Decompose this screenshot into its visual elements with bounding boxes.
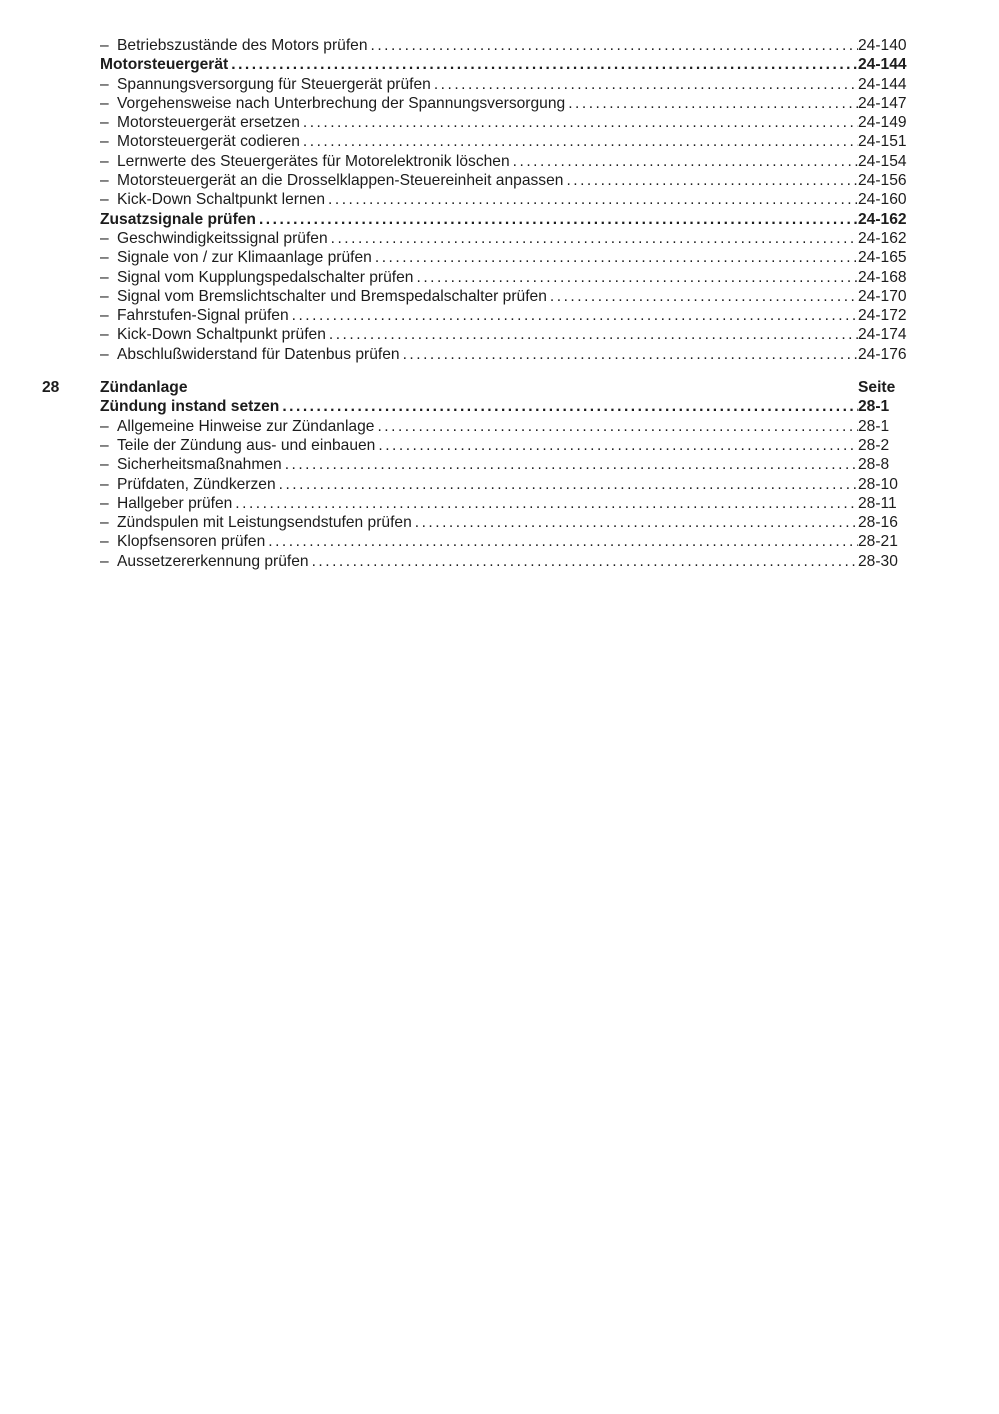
- entry-page: 28-11: [858, 494, 897, 512]
- entry-page: 28-30: [858, 552, 898, 570]
- toc-entry: [100, 132, 930, 151]
- leader-dots: [434, 75, 858, 94]
- entry-label: Motorsteuergerät ersetzen: [117, 114, 300, 132]
- entry-page: 24-140: [858, 37, 907, 54]
- entry-label: Motorsteuergerät an die Drosselklappen-Steuereinheit anpassen: [117, 172, 564, 190]
- leader-dots: [415, 513, 858, 532]
- entry-dash: –: [100, 456, 114, 474]
- entry-page: 24-151: [858, 133, 907, 151]
- leader-dots: [303, 113, 858, 132]
- entry-dash: –: [100, 114, 114, 132]
- toc-section: [42, 378, 930, 571]
- toc-entry: [100, 171, 930, 190]
- entry-label: Motorsteuergerät: [100, 56, 229, 74]
- entry-dash: –: [100, 37, 114, 54]
- entry-page: 24-156: [858, 172, 907, 190]
- entry-label: Motorsteuergerät codieren: [117, 133, 300, 151]
- entry-label: Abschlußwiderstand für Datenbus prüfen: [117, 345, 400, 363]
- toc-entry: [100, 397, 930, 416]
- entry-label: Hallgeber prüfen: [117, 494, 233, 512]
- toc-entry: [100, 229, 930, 248]
- entry-page: 28-10: [858, 475, 898, 493]
- entry-label: Lernwerte des Steuergerätes für Motorelektronik löschen: [117, 152, 510, 170]
- leader-dots: [235, 494, 858, 513]
- toc-entry: [100, 494, 930, 513]
- leader-dots: [259, 210, 858, 229]
- entry-dash: –: [100, 475, 114, 493]
- leader-dots: [568, 94, 858, 113]
- toc-entry: [100, 475, 930, 494]
- entry-label: Signal vom Bremslichtschalter und Bremspedalschalter prüfen: [117, 287, 547, 305]
- leader-dots: [375, 248, 858, 267]
- entry-dash: –: [100, 152, 114, 170]
- entry-page: 24-170: [858, 287, 907, 305]
- entry-label: Zündung instand setzen: [100, 398, 280, 416]
- entry-dash: –: [100, 287, 114, 305]
- entry-page: 28-1: [858, 417, 890, 435]
- leader-dots: [403, 345, 858, 364]
- leader-dots: [328, 190, 858, 209]
- chapter-number: 28: [42, 379, 60, 397]
- entry-list: [100, 36, 930, 364]
- entry-list: [100, 397, 930, 571]
- toc-entry: [100, 75, 930, 94]
- entry-label: Allgemeine Hinweise zur Zündanlage: [117, 417, 375, 435]
- section-header: [42, 378, 930, 397]
- page-column-header: Seite: [858, 379, 896, 397]
- entry-dash: –: [100, 94, 114, 112]
- toc-entry: [100, 268, 930, 287]
- toc-entry: [100, 436, 930, 455]
- toc-entry: [100, 190, 930, 209]
- entry-dash: –: [100, 307, 114, 325]
- entry-label: Zündspulen mit Leistungsendstufen prüfen: [117, 514, 412, 532]
- entry-page: 24-149: [858, 114, 907, 132]
- toc-entry: [100, 513, 930, 532]
- leader-dots: [312, 552, 858, 571]
- entry-page: 24-176: [858, 345, 907, 363]
- entry-page: 24-162: [858, 229, 907, 247]
- entry-page: 24-160: [858, 191, 907, 209]
- entry-page: 24-144: [858, 75, 907, 93]
- entry-label: Vorgehensweise nach Unterbrechung der Spannungsversorgung: [117, 94, 566, 112]
- entry-page: 28-1: [858, 398, 890, 416]
- toc-entry: [100, 94, 930, 113]
- leader-dots: [268, 532, 858, 551]
- leader-dots: [416, 268, 858, 287]
- toc-entry: [100, 55, 930, 74]
- leader-dots: [292, 306, 858, 325]
- leader-dots: [550, 287, 858, 306]
- leader-dots: [303, 132, 858, 151]
- entry-page: 24-144: [858, 56, 907, 74]
- chapter-title: Zündanlage: [100, 379, 188, 397]
- entry-label: Aussetzererkennung prüfen: [117, 552, 309, 570]
- toc-entry: [100, 36, 930, 55]
- entry-dash: –: [100, 494, 114, 512]
- entry-page: 24-174: [858, 326, 907, 344]
- leader-dots: [513, 152, 858, 171]
- entry-dash: –: [100, 417, 114, 435]
- leader-dots: [329, 325, 858, 344]
- entry-dash: –: [100, 172, 114, 190]
- toc-entry: [100, 152, 930, 171]
- toc-entry: [100, 325, 930, 344]
- entry-page: 28-8: [858, 456, 890, 474]
- toc-entry: [100, 552, 930, 571]
- toc-entry: [100, 417, 930, 436]
- entry-label: Sicherheitsmaßnahmen: [117, 456, 282, 474]
- entry-page: 28-16: [858, 514, 898, 532]
- leader-dots: [331, 229, 858, 248]
- entry-dash: –: [100, 249, 114, 267]
- entry-label: Klopfsensoren prüfen: [117, 533, 266, 551]
- toc-entry: [100, 532, 930, 551]
- leader-dots: [285, 455, 858, 474]
- toc-entry: [100, 345, 930, 364]
- entry-dash: –: [100, 326, 114, 344]
- toc-entry: [100, 248, 930, 267]
- leader-dots: [282, 397, 858, 416]
- toc-entry: [100, 306, 930, 325]
- entry-dash: –: [100, 191, 114, 209]
- entry-label: Geschwindigkeitssignal prüfen: [117, 229, 328, 247]
- entry-label: Teile der Zündung aus- und einbauen: [117, 436, 376, 454]
- entry-label: Kick-Down Schaltpunkt prüfen: [117, 326, 326, 344]
- entry-page: 24-162: [858, 210, 907, 228]
- entry-dash: –: [100, 345, 114, 363]
- entry-page: 28-2: [858, 436, 890, 454]
- toc-entry: [100, 113, 930, 132]
- entry-label: Zusatzsignale prüfen: [100, 210, 256, 228]
- leader-dots: [279, 475, 858, 494]
- entry-dash: –: [100, 229, 114, 247]
- entry-dash: –: [100, 514, 114, 532]
- entry-label: Fahrstufen-Signal prüfen: [117, 307, 289, 325]
- entry-dash: –: [100, 552, 114, 570]
- entry-label: Signal vom Kupplungspedalschalter prüfen: [117, 268, 414, 286]
- entry-label: Kick-Down Schaltpunkt lernen: [117, 191, 326, 209]
- leader-dots: [378, 436, 858, 455]
- leader-dots: [371, 36, 858, 55]
- entry-label: Spannungsversorgung für Steuergerät prüfen: [117, 75, 431, 93]
- leader-dots: [377, 417, 858, 436]
- entry-page: 28-21: [858, 533, 898, 551]
- entry-dash: –: [100, 133, 114, 151]
- entry-page: 24-172: [858, 307, 907, 325]
- toc-entry: [100, 210, 930, 229]
- toc-entry: [100, 287, 930, 306]
- entry-dash: –: [100, 436, 114, 454]
- entry-page: 24-154: [858, 152, 907, 170]
- entry-dash: –: [100, 533, 114, 551]
- entry-dash: –: [100, 75, 114, 93]
- toc-entry: [100, 455, 930, 474]
- entry-page: 24-165: [858, 249, 907, 267]
- leader-dots: [231, 55, 858, 74]
- entry-page: 24-147: [858, 94, 907, 112]
- entry-label: Prüfdaten, Zündkerzen: [117, 475, 276, 493]
- entry-label: Signale von / zur Klimaanlage prüfen: [117, 249, 372, 267]
- entry-page: 24-168: [858, 268, 907, 286]
- toc-section: [100, 36, 930, 364]
- entry-dash: –: [100, 268, 114, 286]
- entry-label: Betriebszustände des Motors prüfen: [117, 37, 368, 54]
- leader-dots: [566, 171, 858, 190]
- toc-sections: [42, 36, 930, 571]
